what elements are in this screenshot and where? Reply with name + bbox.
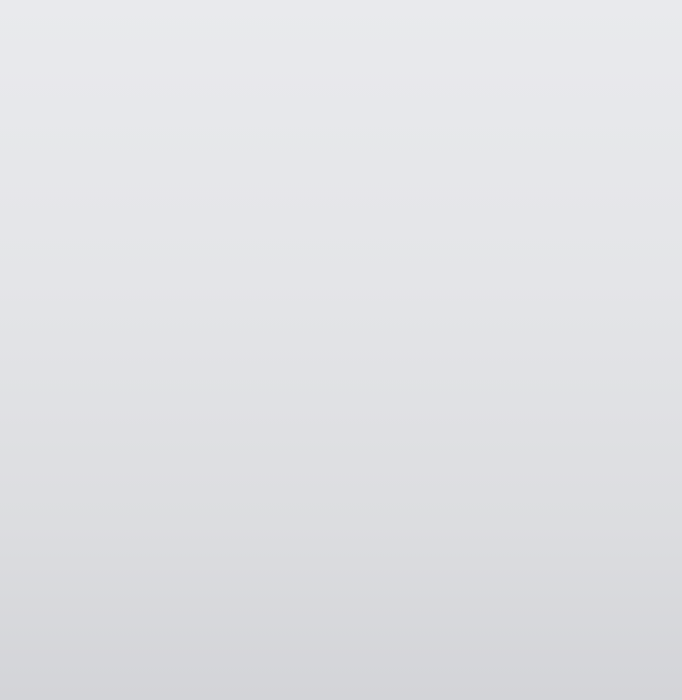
polymer-chain-diagram: [0, 398, 682, 700]
polymer-figure: [0, 398, 682, 700]
